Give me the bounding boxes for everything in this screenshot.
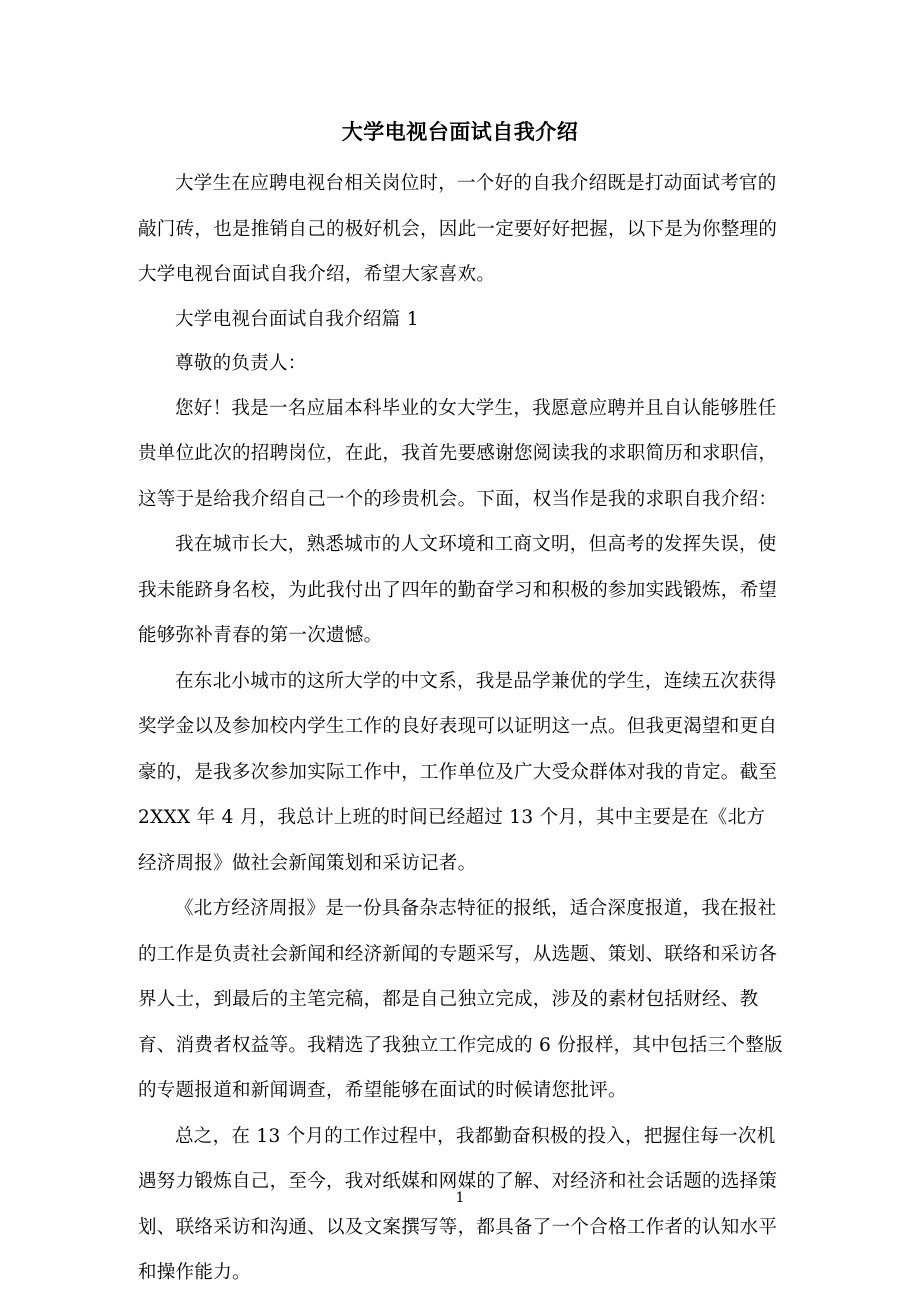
body-paragraph-greeting: 您好！我是一名应届本科毕业的女大学生，我愿意应聘并且自认能够胜任贵单位此次的招聘岗位，在此，我首先要感谢您阅读我的求职简历和求职信，这等于是给我介绍自己一个的珍贵机会。下面，权当作是我的求职自我介绍： xyxy=(138,397,778,510)
section-heading: 大学电视台面试自我介绍篇 1 xyxy=(175,308,419,330)
intro-paragraph: 大学生在应聘电视台相关岗位时，一个好的自我介绍既是打动面试考官的敲门砖，也是推销自己的极好机会，因此一定要好好把握，以下是为你整理的大学电视台面试自我介绍，希望大家喜欢。 xyxy=(138,173,778,285)
body-paragraph-newspaper: 《北方经济周报》是一份具备杂志特征的报纸，适合深度报道，我在报社的工作是负责社会新闻和经济新闻的专题采写，从选题、策划、联络和采访各界人士，到最后的主笔完稿，都是自己独立完成，涉及的素材包括财经、教育、消费者权益等。我精选了我独立工作完成的 6 份报样，其中包括三个整版的专题报道和新闻调查，希望能够在面试的时候请您批评。 xyxy=(138,898,783,1101)
body-paragraph-background: 我在城市长大，熟悉城市的人文环境和工商文明，但高考的发挥失误，使我未能跻身名校，为此我付出了四年的勤奋学习和积极的参加实践锻炼，希望能够弥补青春的第一次遗憾。 xyxy=(138,534,778,646)
page-number: 1 xyxy=(455,1190,465,1206)
body-paragraph-university: 在东北小城市的这所大学的中文系，我是品学兼优的学生，连续五次获得奖学金以及参加校内学生工作的良好表现可以证明这一点。但我更渴望和更自豪的，是我多次参加实际工作中，工作单位及广大受众群体对我的肯定。截至 2XXX 年 4 月，我总计上班的时间已经超过 13 个月，其中主要是在《北方经济周报》做社会新闻策划和采访记者。 xyxy=(138,670,778,874)
document-body xyxy=(138,161,783,1296)
body-paragraph-summary: 总之，在 13 个月的工作过程中，我都勤奋积极的投入，把握住每一次机遇努力锻炼自己，至今，我对纸媒和网媒的了解、对经济和社会话题的选择策划、联络采访和沟通、以及文案撰写等，都具备了一个合格工作者的认知水平和操作能力。 xyxy=(138,1125,778,1283)
salutation: 尊敬的负责人： xyxy=(175,352,307,374)
document-title: 大学电视台面试自我介绍 xyxy=(341,120,579,144)
